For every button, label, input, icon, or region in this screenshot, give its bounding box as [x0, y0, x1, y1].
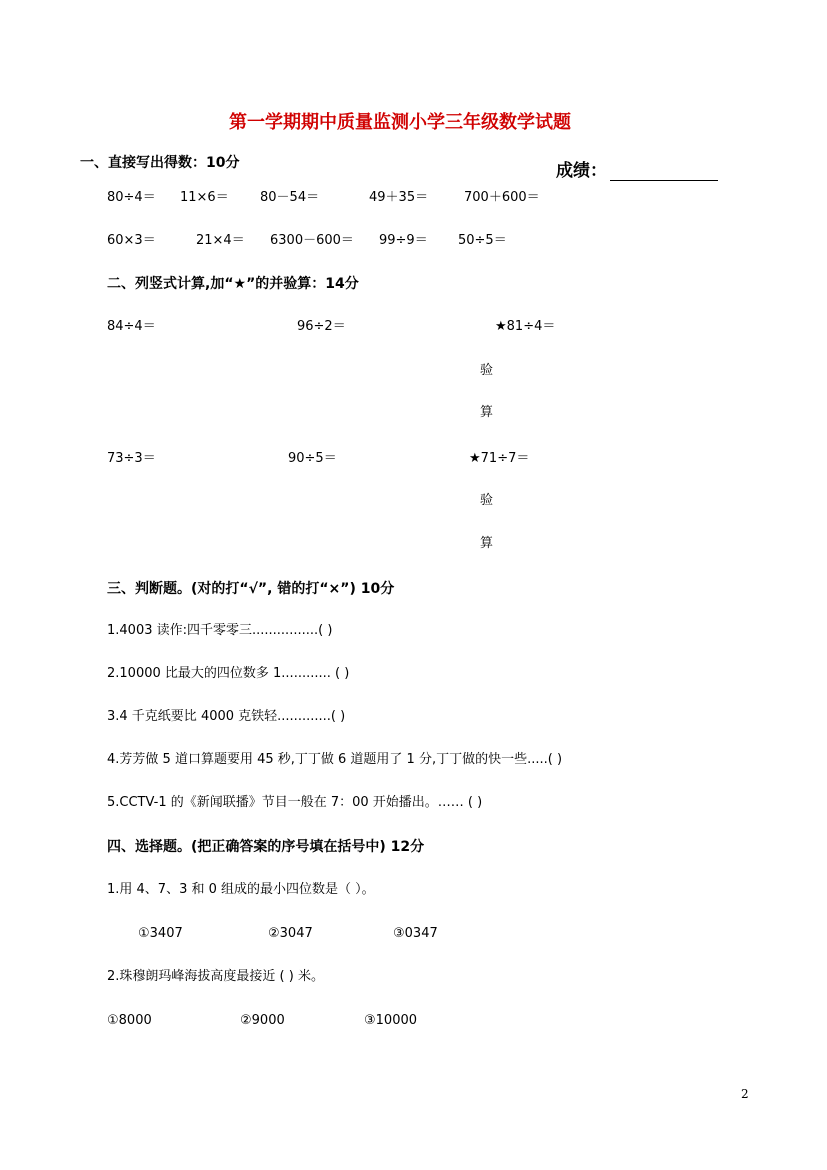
s2-check-label: 验: [480, 363, 494, 378]
choice-option: ③10000: [364, 1013, 418, 1028]
s2-problem: ★71÷7＝: [469, 451, 530, 466]
s1-problem: 60×3＝: [107, 233, 156, 248]
page-title: 第一学期期中质量监测小学三年级数学试题: [229, 112, 571, 133]
judge-item: 1.4003 读作:四千零零三................( ): [107, 623, 333, 638]
s1-problem: 11×6＝: [180, 190, 229, 205]
s1-problem: 6300－600＝: [270, 233, 354, 248]
s2-problem: 84÷4＝: [107, 319, 156, 334]
s1-problem: 50÷5＝: [458, 233, 507, 248]
choice-option: ②3047: [268, 926, 313, 941]
s2-check-label: 验: [480, 493, 494, 508]
s2-check-label: 算: [480, 536, 494, 551]
s2-problem: 90÷5＝: [288, 451, 337, 466]
choice-question: 2.珠穆朗玛峰海拔高度最接近 ( ) 米。: [107, 969, 324, 984]
choice-option: ②9000: [240, 1013, 285, 1028]
page-number: 2: [741, 1087, 749, 1101]
score-label: 成绩：: [556, 161, 607, 181]
section-3-heading: 三、判断题。(对的打“√”, 错的打“×”) 10分: [107, 581, 395, 597]
judge-item: 5.CCTV-1 的《新闻联播》节目一般在 7：00 开始播出。…… ( ): [107, 795, 483, 810]
score-blank-line: [610, 180, 718, 181]
choice-option: ①8000: [107, 1013, 152, 1028]
s1-problem: 80－54＝: [260, 190, 320, 205]
choice-option: ③0347: [393, 926, 438, 941]
section-2-heading: 二、列竖式计算,加“★”的并验算：14分: [107, 276, 359, 292]
judge-item: 3.4 千克纸要比 4000 克铁轻.............( ): [107, 709, 346, 724]
section-1-heading: 一、直接写出得数：10分: [80, 155, 240, 171]
s2-problem: ★81÷4＝: [495, 319, 556, 334]
s2-problem: 96÷2＝: [297, 319, 346, 334]
choice-option: ①3407: [138, 926, 183, 941]
choice-question: 1.用 4、7、3 和 0 组成的最小四位数是（ ）。: [107, 882, 375, 897]
s1-problem: 99÷9＝: [379, 233, 428, 248]
s2-problem: 73÷3＝: [107, 451, 156, 466]
judge-item: 2.10000 比最大的四位数多 1............ ( ): [107, 666, 350, 681]
section-4-heading: 四、选择题。(把正确答案的序号填在括号中) 12分: [107, 839, 425, 855]
s2-check-label: 算: [480, 405, 494, 420]
s1-problem: 700＋600＝: [464, 190, 540, 205]
s1-problem: 49＋35＝: [369, 190, 429, 205]
judge-item: 4.芳芳做 5 道口算题要用 45 秒,丁丁做 6 道题用了 1 分,丁丁做的快一些.....( ): [107, 752, 563, 767]
s1-problem: 21×4＝: [196, 233, 245, 248]
s1-problem: 80÷4＝: [107, 190, 156, 205]
